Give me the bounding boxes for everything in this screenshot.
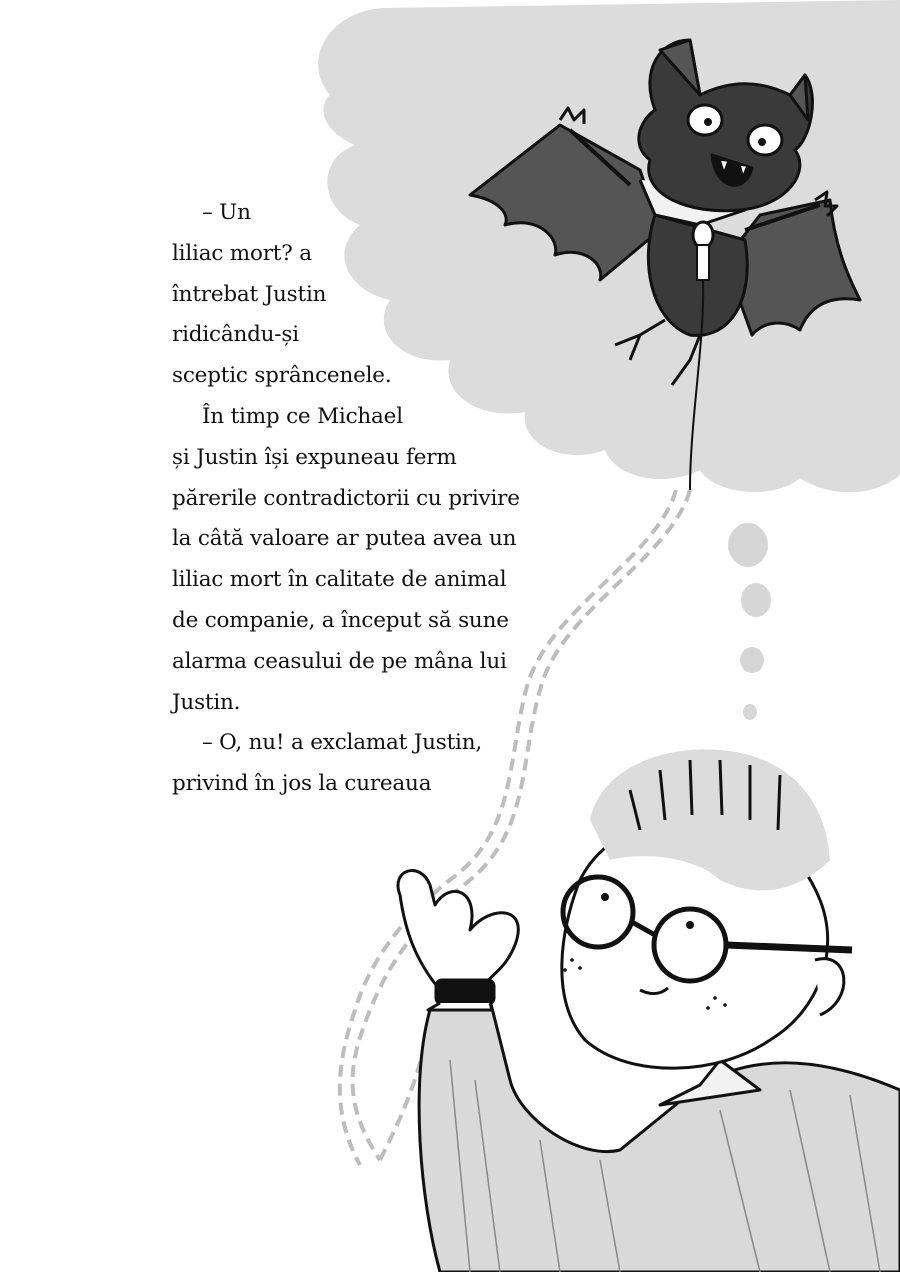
boy-hand bbox=[398, 871, 518, 990]
text-line: Justin. bbox=[172, 689, 241, 715]
text-line: sceptic sprâncenele. bbox=[172, 363, 392, 389]
text-line: ridicându-și bbox=[172, 322, 299, 348]
text-line: și Justin își expuneau ferm bbox=[172, 444, 457, 470]
text-line: – Un bbox=[202, 200, 251, 225]
text-line: de companie, a început să sune bbox=[172, 607, 509, 633]
text-line: întrebat Justin bbox=[172, 281, 327, 307]
text-line: părerile contradictorii cu privire bbox=[172, 485, 520, 511]
text-line: liliac mort? a bbox=[172, 240, 312, 266]
wristwatch bbox=[436, 980, 494, 1004]
text-line: alarma ceasului de pe mâna lui bbox=[172, 648, 507, 674]
text-line: liliac mort în calitate de animal bbox=[172, 567, 507, 593]
text-line: În timp ce Michael bbox=[202, 403, 403, 429]
story-text bbox=[172, 193, 532, 805]
boy-figure bbox=[398, 749, 900, 1272]
text-line: la câtă valoare ar putea avea un bbox=[172, 526, 517, 552]
text-line: privind în jos la cureaua bbox=[172, 771, 432, 797]
thought-dots bbox=[728, 523, 771, 720]
text-line: – O, nu! a exclamat Justin, bbox=[202, 730, 482, 756]
